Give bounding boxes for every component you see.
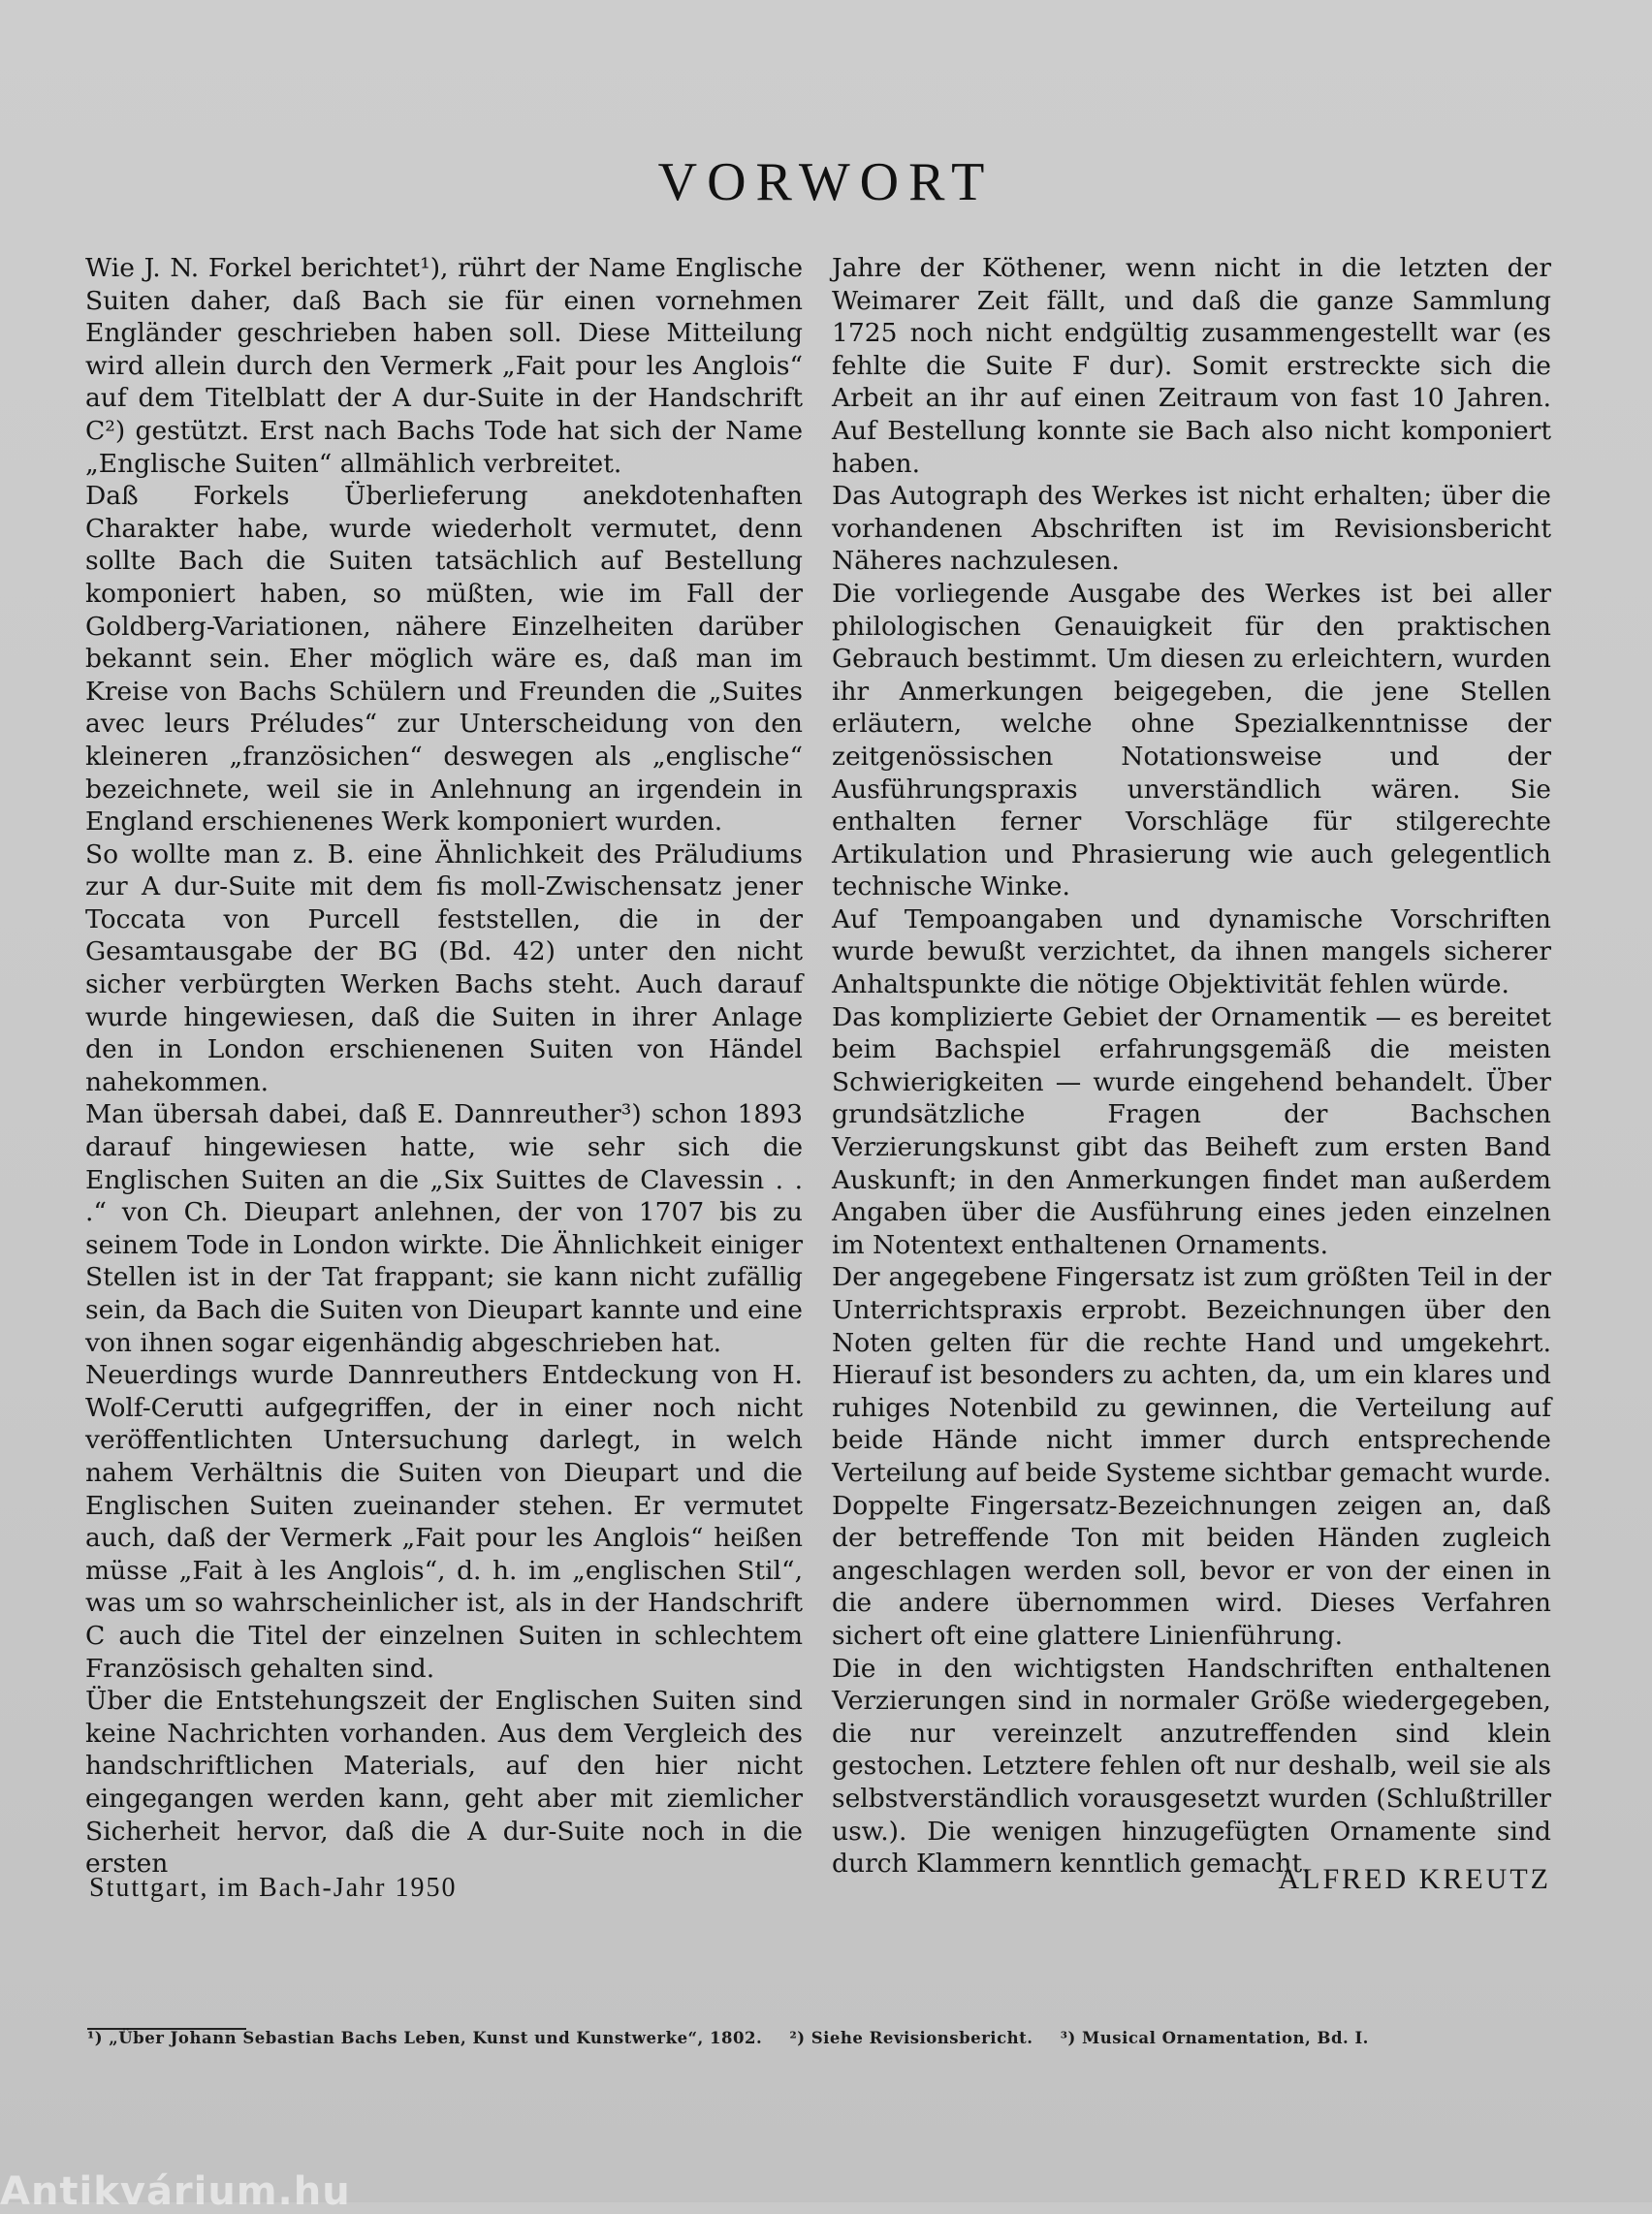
- paragraph: Über die Entstehungszeit der Englischen Suiten sind keine Nachrichten vorhanden. Aus dem Vergleich des handschriftlichen Materials, auf den hier nicht eingegangen werden kann, geht aber mit ziemlicher Sicherheit hervor, daß die A dur-Suite noch in die ersten: [85, 1686, 803, 1880]
- paragraph: Die vorliegende Ausgabe des Werkes ist bei aller philologischen Genauigkeit für den praktischen Gebrauch bestimmt. Um diesen zu erleichtern, wurden ihr Anmerkungen beigegeben, die jene Stellen erläutern, welche ohne Spezialkenntnisse der zeitgenössischen Notationsweise und der Ausführungspraxis unverständlich wären. Sie enthalten ferner Vorschläge für stilgerechte Artikulation und Phrasierung wie auch gelegentlich technische Winke.: [832, 578, 1551, 902]
- paragraph: Das komplizierte Gebiet der Ornamentik — es bereitet beim Bachspiel erfahrungsgemäß die meisten Schwierigkeiten — wurde eingehend behandelt. Über grundsätzliche Fragen der Bachschen Verzierungskunst gibt das Beiheft zum ersten Band Auskunft; in den Anmerkungen findet man außerdem Angaben über die Ausführung eines jeden einzelnen im Notentext enthaltenen Ornaments.: [832, 1001, 1551, 1260]
- paragraph: Auf Tempoangaben und dynamische Vorschriften wurde bewußt verzichtet, da ihnen mangels sicherer Anhaltspunkte die nötige Objektivität fehlen würde.: [832, 903, 1551, 1000]
- right-text-column: [832, 252, 1551, 1881]
- paragraph: Das Autograph des Werkes ist nicht erhalten; über die vorhandenen Abschriften ist im Revisionsbericht Näheres nachzulesen.: [832, 481, 1551, 577]
- footnote: ¹) „Über Johann Sebastian Bachs Leben, Kunst und Kunstwerke“, 1802.: [87, 2029, 763, 2047]
- paragraph: Die in den wichtigsten Handschriften enthaltenen Verzierungen sind in normaler Größe wiedergegeben, die nur vereinzelt anzutreffenden sind klein gestochen. Letztere fehlen oft nur deshalb, weil sie als selbstverständlich vorausgesetzt wurden (Schlußtriller usw.). Die wenigen hinzugefügten Ornamente sind durch Klammern kenntlich gemacht.: [832, 1653, 1551, 1880]
- footnotes: [87, 2029, 1445, 2047]
- paragraph: So wollte man z. B. eine Ähnlichkeit des Präludiums zur A dur-Suite mit dem fis moll-Zwischensatz jener Toccata von Purcell feststellen, die in der Gesamtausgabe der BG (Bd. 42) unter den nicht sicher verbürgten Werken Bachs steht. Auch darauf wurde hingewiesen, daß die Suiten in ihrer Anlage den in London erschienenen Suiten von Händel nahekommen.: [85, 838, 803, 1097]
- paragraph: Wie J. N. Forkel berichtet¹), rührt der Name Englische Suiten daher, daß Bach sie für einen vornehmen Engländer geschrieben haben soll. Diese Mitteilung wird allein durch den Vermerk „Fait pour les Anglois“ auf dem Titelblatt der A dur-Suite in der Handschrift C²) gestützt. Erst nach Bachs Tode hat sich der Name „Englische Suiten“ allmählich verbreitet.: [85, 253, 803, 479]
- footnote: ³) Musical Ornamentation, Bd. I.: [1060, 2029, 1369, 2047]
- watermark: Antikvárium.hu: [0, 2169, 351, 2214]
- signature-author: ALFRED KREUTZ: [1278, 1863, 1551, 1895]
- paragraph: Neuerdings wurde Dannreuthers Entdeckung von H. Wolf-Cerutti aufgegriffen, der in einer noch nicht veröffentlichten Untersuchung darlegt, in welch nahem Verhältnis die Suiten von Dieupart und die Englischen Suiten zueinander stehen. Er vermutet auch, daß der Vermerk „Fait pour les Anglois“ heißen müsse „Fait à les Anglois“, d. h. im „englischen Stil“, was um so wahrscheinlicher ist, als in der Handschrift C auch die Titel der einzelnen Suiten in schlechtem Französisch gehalten sind.: [85, 1360, 803, 1684]
- footnote: ²) Siehe Revisionsbericht.: [789, 2029, 1033, 2047]
- paragraph: Man übersah dabei, daß E. Dannreuther³) schon 1893 darauf hingewiesen hatte, wie sehr sich die Englischen Suiten an die „Six Suittes de Clavessin . . .“ von Ch. Dieupart anlehnen, der von 1707 bis zu seinem Tode in London wirkte. Die Ähnlichkeit einiger Stellen ist in der Tat frappant; sie kann nicht zufällig sein, da Bach die Suiten von Dieupart kannte und eine von ihnen sogar eigenhändig abgeschrieben hat.: [85, 1099, 803, 1358]
- left-text-column: [85, 252, 803, 1881]
- signature-place-date: Stuttgart, im Bach-Jahr 1950: [89, 1873, 458, 1903]
- paragraph: Daß Forkels Überlieferung anekdotenhaften Charakter habe, wurde wiederholt vermutet, denn sollte Bach die Suiten tatsächlich auf Bestellung komponiert haben, so müßten, wie im Fall der Goldberg-Variationen, nähere Einzelheiten darüber bekannt sein. Eher möglich wäre es, daß man im Kreise von Bachs Schülern und Freunden die „Suites avec leurs Préludes“ zur Unterscheidung von den kleineren „französichen“ deswegen als „englische“ bezeichnete, weil sie in Anlehnung an irgendein in England erschienenes Werk komponiert wurden.: [85, 481, 803, 838]
- paragraph: Jahre der Köthener, wenn nicht in die letzten der Weimarer Zeit fällt, und daß die ganze Sammlung 1725 noch nicht endgültig zusammengestellt war (es fehlte die Suite F dur). Somit erstreckte sich die Arbeit an ihr auf einen Zeitraum von fast 10 Jahren. Auf Bestellung konnte sie Bach also nicht komponiert haben.: [832, 253, 1551, 479]
- page-title: VORWORT: [657, 151, 995, 212]
- paragraph: Der angegebene Fingersatz ist zum größten Teil in der Unterrichtspraxis erprobt. Bezeichnungen über den Noten gelten für die rechte Hand und umgekehrt. Hierauf ist besonders zu achten, da, um ein klares und ruhiges Notenbild zu gewinnen, die Verteilung auf beide Hände nicht immer durch entsprechende Verteilung auf beide Systeme sichtbar gemacht wurde. Doppelte Fingersatz-Bezeichnungen zeigen an, daß der betreffende Ton mit beiden Händen zugleich angeschlagen werden soll, bevor er von der einen in die andere übernommen wird. Dieses Verfahren sichert oft eine glattere Linienführung.: [832, 1262, 1551, 1651]
